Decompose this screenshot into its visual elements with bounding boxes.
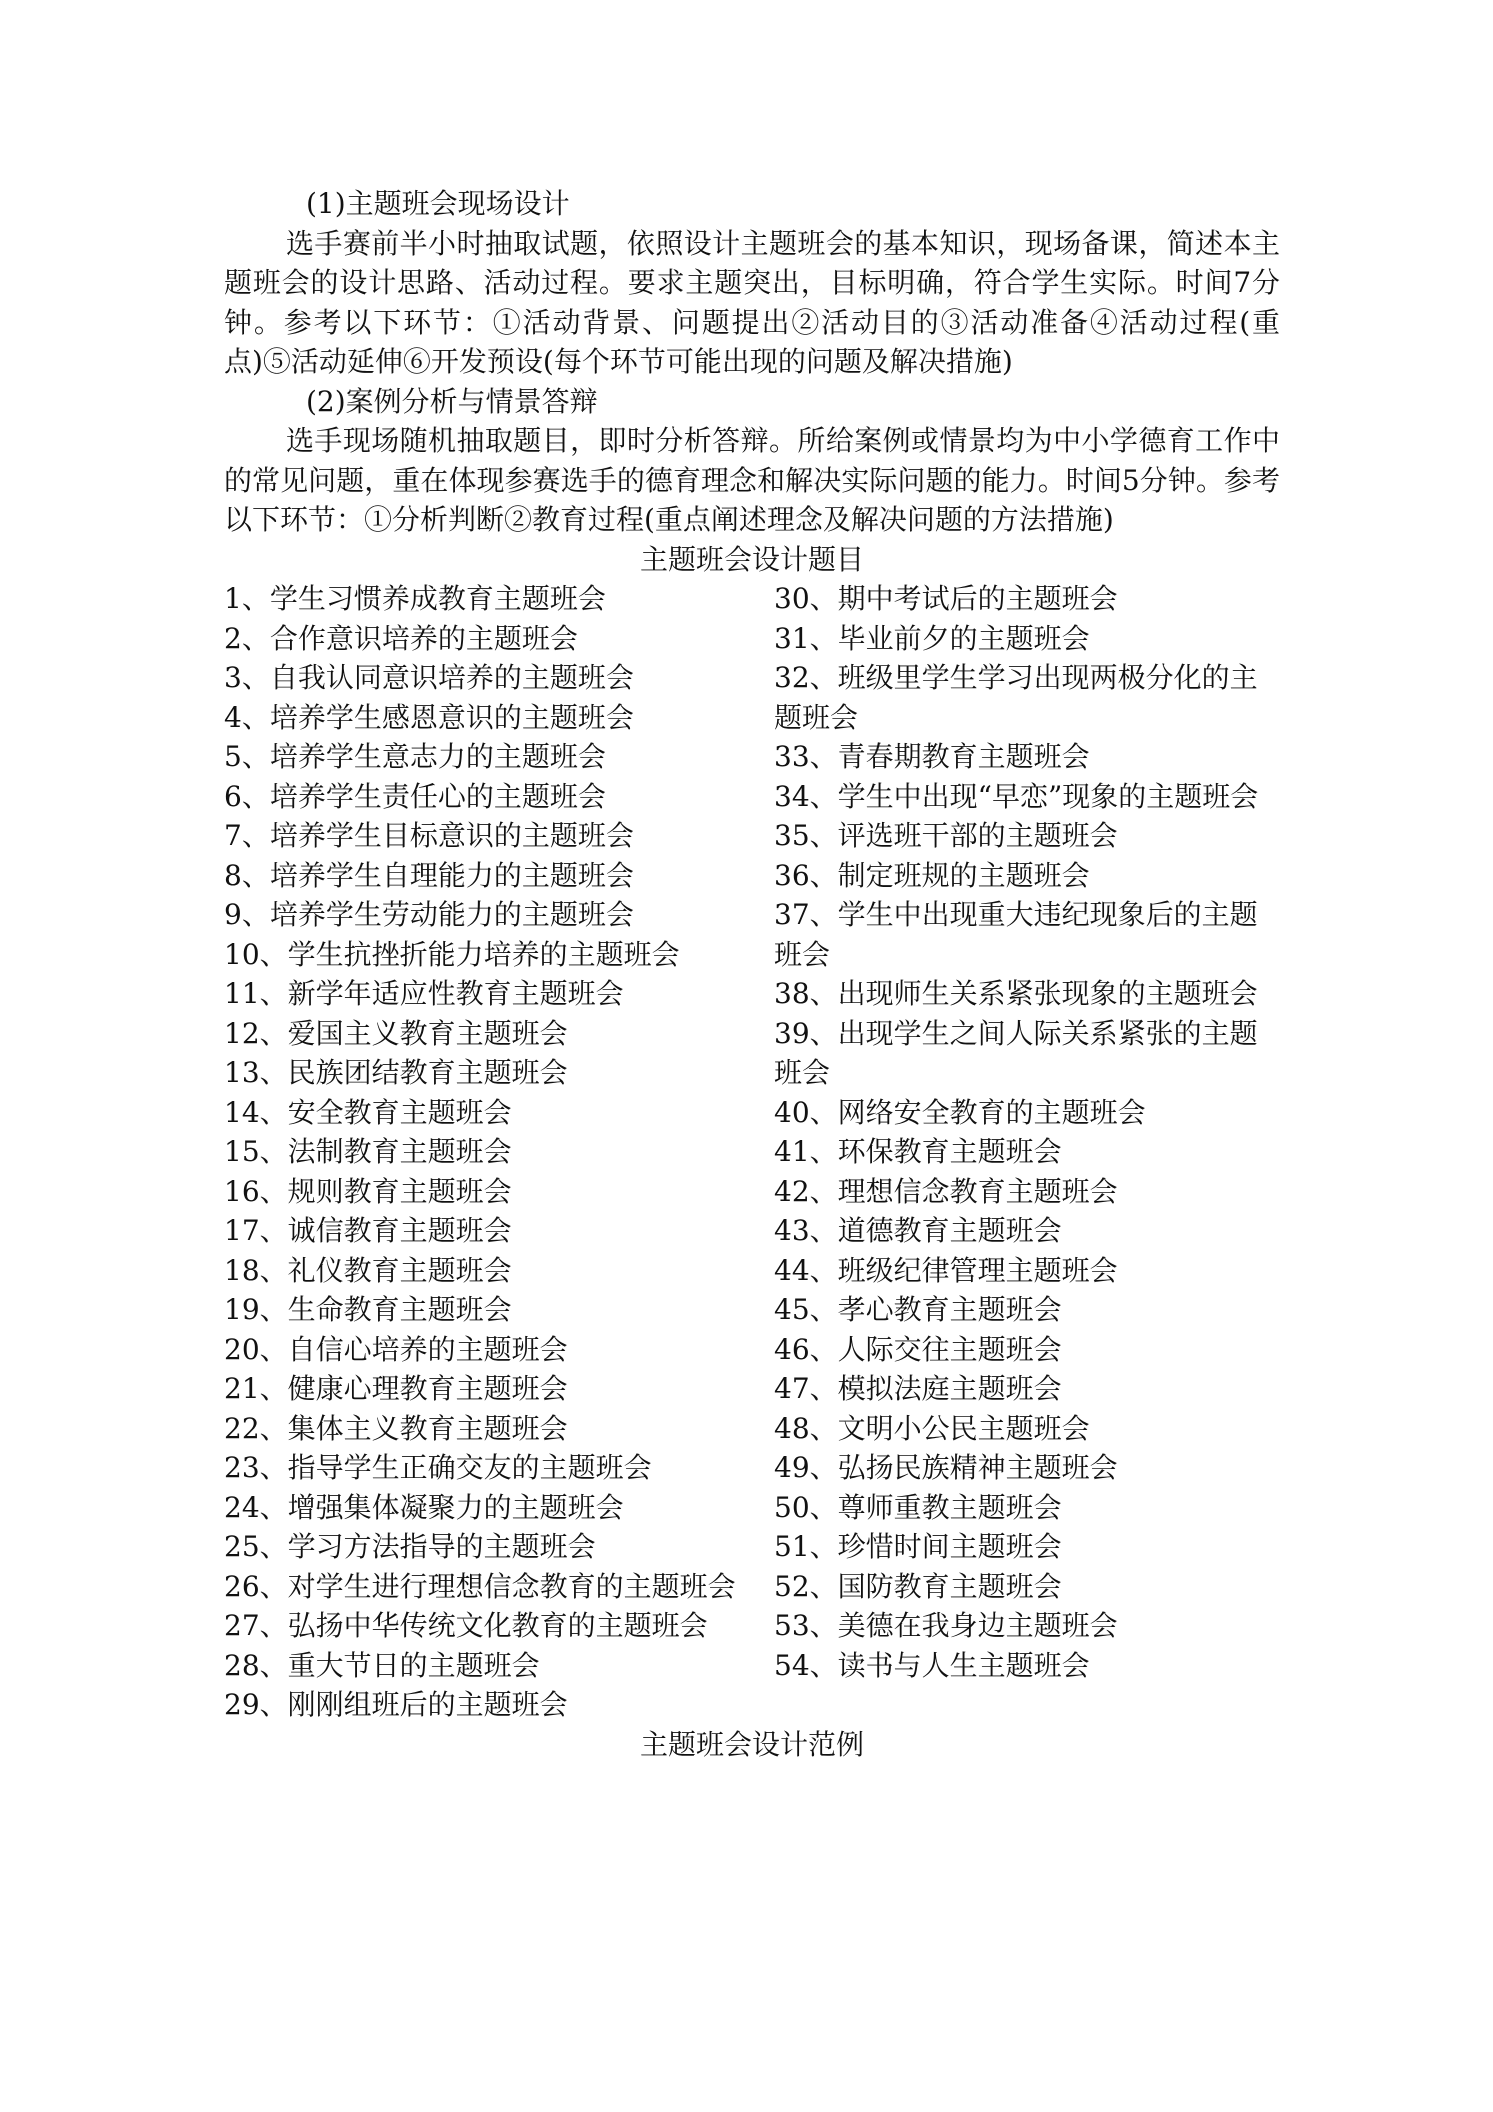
topic-item: 20、自信心培养的主题班会	[224, 1332, 568, 1366]
topic-item: 39、出现学生之间人际关系紧张的主题班会	[774, 1016, 1258, 1089]
topic-item: 42、理想信念教育主题班会	[774, 1174, 1118, 1208]
topic-item: 5、培养学生意志力的主题班会	[224, 740, 606, 773]
topic-item: 21、健康心理教育主题班会	[224, 1372, 568, 1405]
topic-item: 15、法制教育主题班会	[224, 1135, 512, 1168]
topic-item: 24、增强集体凝聚力的主题班会	[224, 1490, 624, 1524]
topic-item: 48、文明小公民主题班会	[774, 1411, 1090, 1445]
topic-item: 6、培养学生责任心的主题班会	[224, 779, 606, 813]
topic-item: 4、培养学生感恩意识的主题班会	[224, 700, 634, 734]
topic-item: 38、出现师生关系紧张现象的主题班会	[774, 977, 1258, 1010]
topics-left-column	[224, 579, 774, 1725]
document-content	[224, 184, 1280, 1764]
topic-item: 16、规则教育主题班会	[224, 1174, 512, 1208]
topics-list	[224, 579, 1280, 1725]
topic-item: 8、培养学生自理能力的主题班会	[224, 858, 634, 892]
topic-item: 37、学生中出现重大违纪现象后的主题班会	[774, 898, 1258, 971]
topic-item: 19、生命教育主题班会	[224, 1293, 512, 1326]
topic-item: 44、班级纪律管理主题班会	[774, 1253, 1118, 1287]
topic-item: 22、集体主义教育主题班会	[224, 1411, 568, 1445]
topic-item: 31、毕业前夕的主题班会	[774, 621, 1090, 655]
topic-item: 28、重大节日的主题班会	[224, 1648, 540, 1682]
topics-right-column	[774, 579, 1280, 1725]
topic-item: 52、国防教育主题班会	[774, 1569, 1062, 1603]
topic-item: 1、学生习惯养成教育主题班会	[224, 582, 606, 615]
topic-item: 34、学生中出现“早恋”现象的主题班会	[774, 779, 1259, 813]
topic-item: 18、礼仪教育主题班会	[224, 1253, 512, 1287]
topic-item: 45、孝心教育主题班会	[774, 1293, 1062, 1326]
topic-item: 3、自我认同意识培养的主题班会	[224, 661, 634, 694]
topic-item: 54、读书与人生主题班会	[774, 1648, 1090, 1682]
topic-item: 9、培养学生劳动能力的主题班会	[224, 898, 634, 931]
topic-item: 17、诚信教育主题班会	[224, 1214, 512, 1247]
section1-body: 选手赛前半小时抽取试题，依照设计主题班会的基本知识，现场备课，简述本主题班会的设计思路、活动过程。要求主题突出，目标明确，符合学生实际。时间7分钟。参考以下环节：①活动背景、问题提出②活动目的③活动准备④活动过程(重点)⑤活动延伸⑥开发预设(每个环节可能出现的问题及解决措施)	[224, 226, 1280, 378]
topic-item: 12、爱国主义教育主题班会	[224, 1016, 568, 1050]
topic-item: 2、合作意识培养的主题班会	[224, 621, 578, 655]
topic-item: 23、指导学生正确交友的主题班会	[224, 1451, 652, 1484]
topic-item: 50、尊师重教主题班会	[774, 1490, 1062, 1524]
topic-item: 7、培养学生目标意识的主题班会	[224, 819, 634, 852]
topic-item: 53、美德在我身边主题班会	[774, 1609, 1118, 1642]
topic-item: 13、民族团结教育主题班会	[224, 1056, 568, 1089]
topic-item: 43、道德教育主题班会	[774, 1214, 1062, 1247]
topic-item: 47、模拟法庭主题班会	[774, 1372, 1062, 1405]
topic-item: 10、学生抗挫折能力培养的主题班会	[224, 937, 680, 971]
topic-item: 11、新学年适应性教育主题班会	[224, 977, 624, 1010]
section2-body: 选手现场随机抽取题目，即时分析答辩。所给案例或情景均为中小学德育工作中的常见问题，重在体现参赛选手的德育理念和解决实际问题的能力。时间5分钟。参考以下环节：①分析判断②教育过程(重点阐述理念及解决问题的方法措施)	[224, 424, 1280, 536]
examples-title: 主题班会设计范例	[639, 1727, 864, 1761]
topic-item: 29、刚刚组班后的主题班会	[224, 1688, 568, 1721]
topic-item: 46、人际交往主题班会	[774, 1332, 1062, 1366]
topic-item: 51、珍惜时间主题班会	[774, 1530, 1062, 1563]
topic-item: 25、学习方法指导的主题班会	[224, 1530, 596, 1563]
topic-item: 41、环保教育主题班会	[774, 1135, 1062, 1168]
topic-item: 33、青春期教育主题班会	[774, 740, 1090, 773]
topic-item: 14、安全教育主题班会	[224, 1095, 512, 1129]
topic-item: 30、期中考试后的主题班会	[774, 582, 1118, 615]
section1-heading: (1)主题班会现场设计	[306, 187, 570, 220]
topics-title: 主题班会设计题目	[639, 542, 864, 576]
topic-item: 32、班级里学生学习出现两极分化的主题班会	[774, 661, 1258, 734]
topic-item: 49、弘扬民族精神主题班会	[774, 1451, 1118, 1484]
topic-item: 26、对学生进行理想信念教育的主题班会	[224, 1569, 736, 1603]
section2-heading: (2)案例分析与情景答辩	[306, 384, 598, 418]
topic-item: 35、评选班干部的主题班会	[774, 819, 1118, 852]
topic-item: 40、网络安全教育的主题班会	[774, 1095, 1146, 1129]
topic-item: 27、弘扬中华传统文化教育的主题班会	[224, 1609, 708, 1642]
topic-item: 36、制定班规的主题班会	[774, 858, 1090, 892]
